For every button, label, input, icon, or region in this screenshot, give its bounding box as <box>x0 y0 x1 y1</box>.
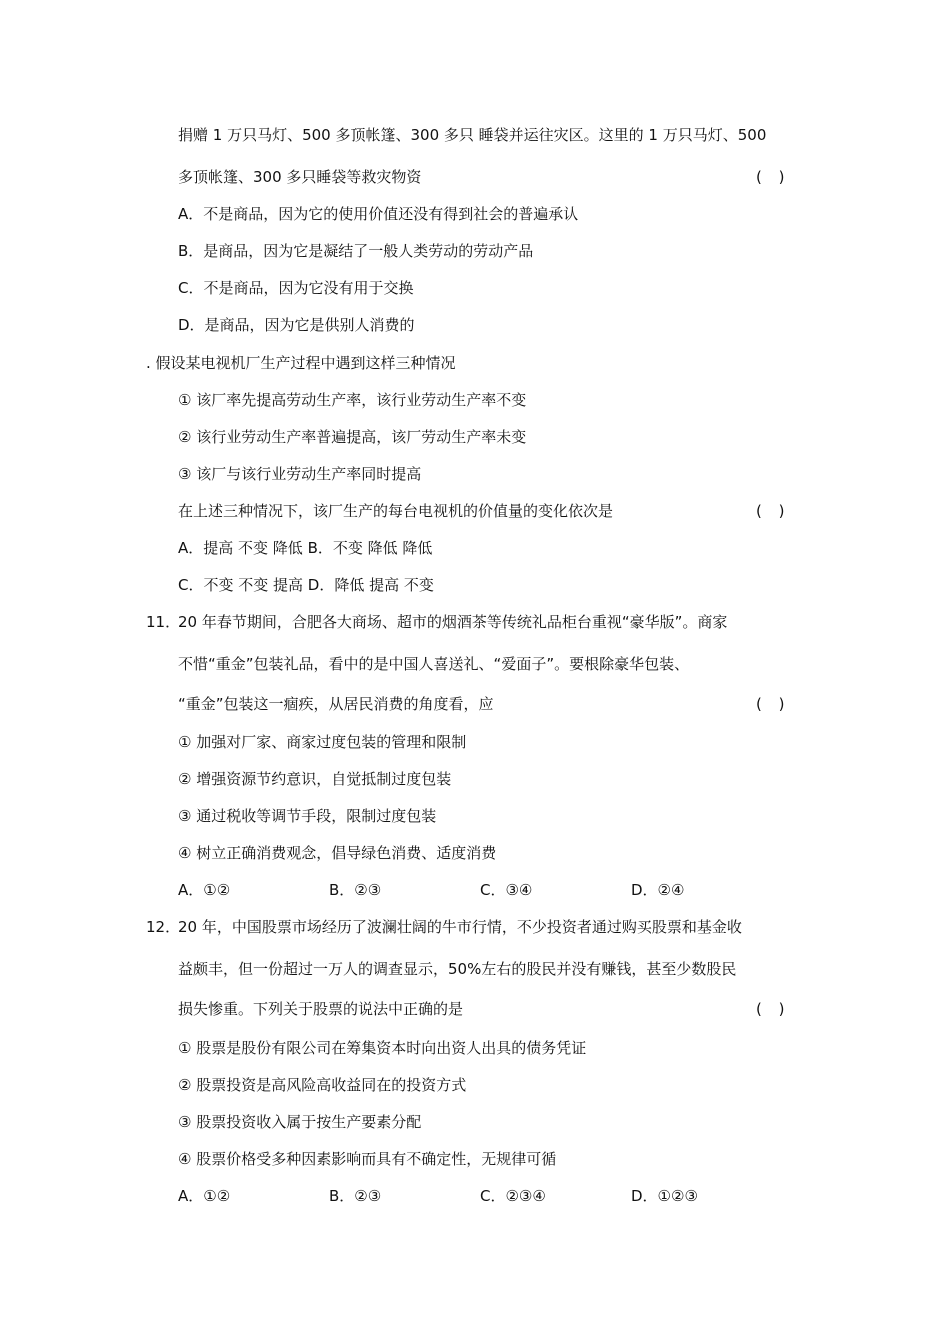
q12-number: 12． <box>146 918 181 936</box>
q12-stem-line-2: 益颇丰，但一份超过一万人的调查显示，50%左右的股民并没有赚钱，甚至少数股民 <box>178 960 737 978</box>
q9-option-b: B．是商品，因为它是凝结了一般人类劳动的劳动产品 <box>178 242 534 260</box>
q12-item-3: ③ 股票投资收入属于按生产要素分配 <box>178 1113 422 1131</box>
q11-answer-blank: ( ) <box>756 695 791 713</box>
q11-number: 11． <box>146 613 181 631</box>
q12-item-4: ④ 股票价格受多种因素影响而具有不确定性，无规律可循 <box>178 1150 557 1168</box>
q10-options-ab: A．提高 不变 降低 B．不变 降低 降低 <box>178 539 433 557</box>
q11-stem-line-2: 不惜“重金”包装礼品，看中的是中国人喜送礼、“爱面子”。要根除豪华包装、 <box>178 655 690 673</box>
q12-option-a: A．①② <box>178 1187 231 1205</box>
q11-item-1: ① 加强对厂家、商家过度包装的管理和限制 <box>178 733 467 751</box>
q11-option-d: D．②④ <box>631 881 685 899</box>
q11-option-c: C．③④ <box>480 881 533 899</box>
q11-item-2: ② 增强资源节约意识，自觉抵制过度包装 <box>178 770 452 788</box>
q11-option-b: B．②③ <box>329 881 382 899</box>
q12-answer-blank: ( ) <box>756 1000 791 1018</box>
q10-question: 在上述三种情况下，该厂生产的每台电视机的价值量的变化依次是 <box>178 502 614 520</box>
q9-option-a: A．不是商品，因为它的使用价值还没有得到社会的普遍承认 <box>178 205 579 223</box>
q10-item-3: ③ 该厂与该行业劳动生产率同时提高 <box>178 465 422 483</box>
q11-item-4: ④ 树立正确消费观念，倡导绿色消费、适度消费 <box>178 844 497 862</box>
q10-item-1: ① 该厂率先提高劳动生产率，该行业劳动生产率不变 <box>178 391 527 409</box>
q12-option-b: B．②③ <box>329 1187 382 1205</box>
q12-stem-line-3: 损失惨重。下列关于股票的说法中正确的是 <box>178 1000 464 1018</box>
q9-option-c: C．不是商品，因为它没有用于交换 <box>178 279 414 297</box>
q12-option-c: C．②③④ <box>480 1187 546 1205</box>
q10-options-cd: C．不变 不变 提高 D．降低 提高 不变 <box>178 576 434 594</box>
q11-item-3: ③ 通过税收等调节手段，限制过度包装 <box>178 807 437 825</box>
q9-answer-blank: ( ) <box>756 168 791 186</box>
q11-stem-line-3: “重金”包装这一痼疾，从居民消费的角度看，应 <box>178 695 494 713</box>
q9-stem-line-1: 捐赠 1 万只马灯、500 多顶帐篷、300 多只 睡袋并运往灾区。这里的 1 万只马灯、500 <box>178 126 767 144</box>
q11-option-a: A．①② <box>178 881 231 899</box>
q12-stem-line-1: 20 年，中国股票市场经历了波澜壮阔的牛市行情，不少投资者通过购买股票和基金收 <box>178 918 742 936</box>
q10-stem: . 假设某电视机厂生产过程中遇到这样三种情况 <box>146 354 456 372</box>
q9-stem-line-2: 多顶帐篷、300 多只睡袋等救灾物资 <box>178 168 422 186</box>
q11-stem-line-1: 20 年春节期间，合肥各大商场、超市的烟酒茶等传统礼品柜台重视“豪华版”。商家 <box>178 613 728 631</box>
q9-option-d: D．是商品，因为它是供别人消费的 <box>178 316 415 334</box>
q10-item-2: ② 该行业劳动生产率普遍提高，该厂劳动生产率未变 <box>178 428 527 446</box>
q12-item-1: ① 股票是股份有限公司在筹集资本时向出资人出具的债务凭证 <box>178 1039 587 1057</box>
q12-item-2: ② 股票投资是高风险高收益同在的投资方式 <box>178 1076 467 1094</box>
q10-answer-blank: ( ) <box>756 502 791 520</box>
q12-option-d: D．①②③ <box>631 1187 698 1205</box>
